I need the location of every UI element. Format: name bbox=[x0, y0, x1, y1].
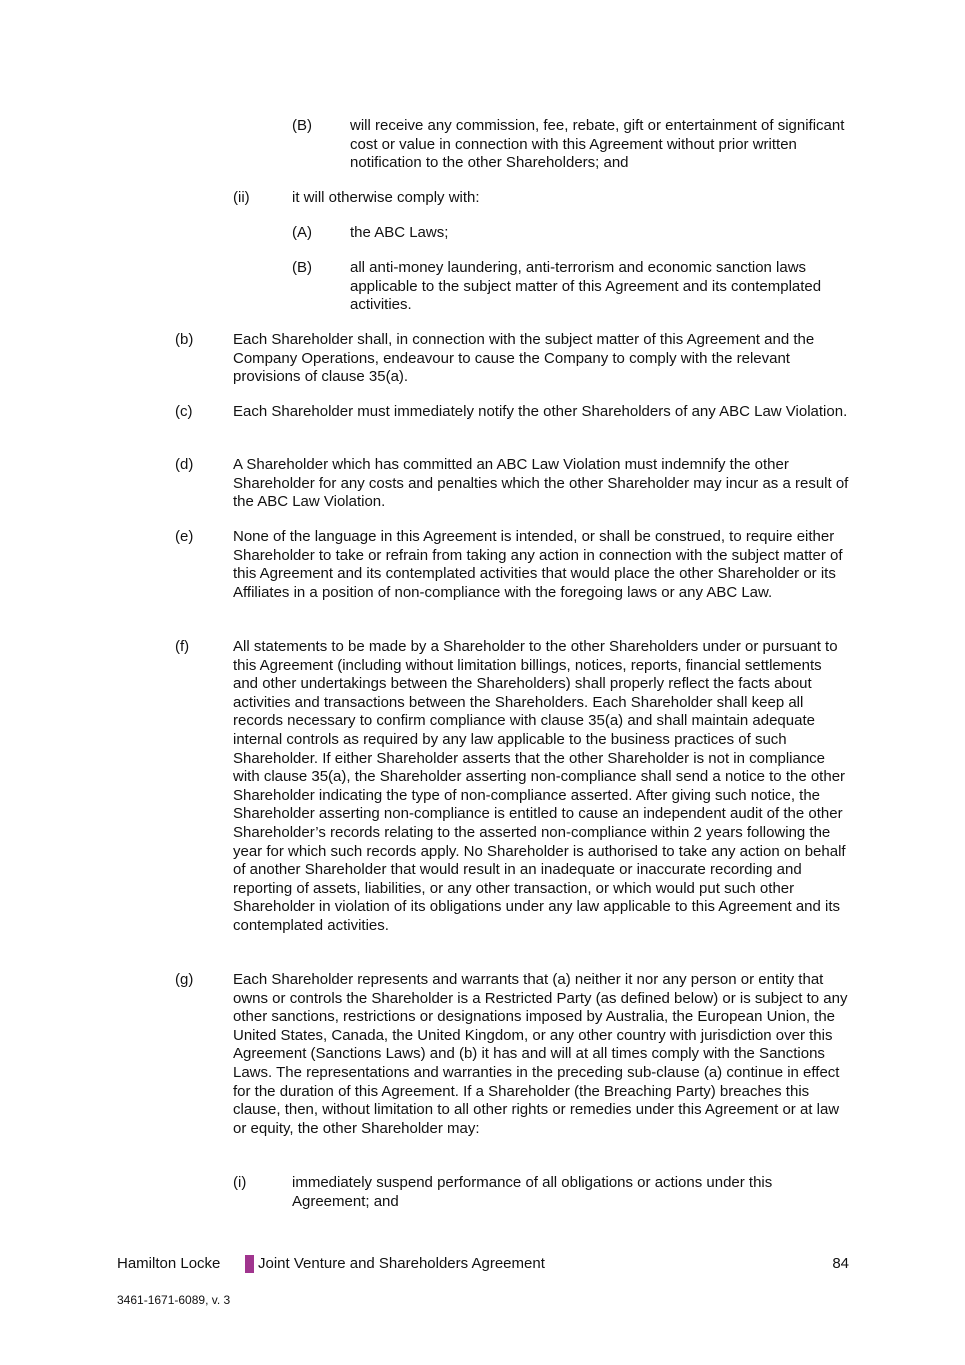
clause-label: (b) bbox=[175, 331, 194, 348]
clause-ii-B bbox=[292, 259, 850, 315]
clause-text: Each Shareholder shall, in connection with the subject matter of this Agreement and the Company Operations, endeavour to cause the Company to comply with the relevant provisions of clause 35(a). bbox=[233, 331, 815, 386]
clause-text: Each Shareholder must immediately notify the other Shareholders of any ABC Law Violation. bbox=[233, 403, 848, 420]
footer-firm: Hamilton Locke bbox=[117, 1255, 221, 1272]
footer-title: Joint Venture and Shareholders Agreement bbox=[258, 1255, 545, 1272]
clause-label: (A) bbox=[292, 224, 312, 241]
clause-c bbox=[175, 403, 850, 422]
clause-label: (g) bbox=[175, 971, 194, 988]
clause-b bbox=[175, 331, 850, 387]
clause-text: will receive any commission, fee, rebate, gift or entertainment of significant cost or value in connection with this Agreement without prior written notification to the other Shareholders; and bbox=[350, 117, 845, 172]
clause-text: All statements to be made by a Shareholder to the other Shareholders under or pursuant to this Agreement (including without limitation billings, notices, reports, financial settlements and other undertakings between the Shareholders) shall properly reflect the facts about activities and transactions between the Shareholders. Each Shareholder shall keep all records necessary to confirm compliance with clause 35(a) and shall maintain adequate internal controls as required by any law applicable to the business practices of such Shareholder. If either Shareholder asserts that the other Shareholder is not in compliance with clause 35(a), the Shareholder asserting non-compliance shall send a notice to the other Shareholder indicating the type of non-compliance asserted. After giving such notice, the Shareholder asserting non-compliance is entitled to cause an independent audit of the other Shareholder’s records relating to the asserted non-compliance within 2 years following the year for which such records apply. No Shareholder is authorised to take any action on behalf of another Shareholder that would result in an inadequate or inaccurate recording and reporting of assets, liabilities, or any other transaction, or which would put such other Shareholder in violation of its obligations under any law applicable to this Agreement and its contemplated activities. bbox=[233, 638, 846, 934]
clause-d bbox=[175, 456, 850, 512]
clause-text: Each Shareholder represents and warrants that (a) neither it nor any person or entity that owns or controls the Shareholder is a Restricted Party (as defined below) or is subject to any other sanctions, restrictions or designations imposed by Australia, the European Union, the United States, Canada, the United Kingdom, or any other country with jurisdiction over this Agreement (Sanctions Laws) and (b) it has and will at all times comply with the Sanctions Laws. The representations and warranties in the preceding sub-clause (a) continue in effect for the duration of this Agreement. If a Shareholder (the Breaching Party) breaches this clause, then, without limitation to all other rights or remedies under this Agreement or at law or equity, the other Shareholder may: bbox=[233, 971, 848, 1137]
clause-i-B bbox=[292, 117, 850, 173]
clause-ii-A bbox=[292, 224, 850, 243]
clause-g bbox=[175, 971, 850, 1138]
clause-text: A Shareholder which has committed an ABC Law Violation must indemnify the other Shareholder for any costs and penalties which the other Shareholder may incur as a result of the ABC Law Violation. bbox=[233, 456, 849, 511]
clause-ii bbox=[233, 189, 850, 208]
clause-label: (e) bbox=[175, 528, 194, 545]
clause-g-i bbox=[233, 1174, 850, 1211]
clause-label: (i) bbox=[233, 1174, 247, 1191]
clause-e bbox=[175, 528, 850, 602]
clause-label: (d) bbox=[175, 456, 194, 473]
clause-label: (B) bbox=[292, 117, 312, 134]
footer-accent-bar bbox=[245, 1255, 254, 1273]
clause-label: (B) bbox=[292, 259, 312, 276]
clause-text: all anti-money laundering, anti-terrorism and economic sanction laws applicable to the subject matter of this Agreement and its contemplated activities. bbox=[350, 259, 822, 314]
clause-label: (c) bbox=[175, 403, 193, 420]
clause-text: None of the language in this Agreement is intended, or shall be construed, to require either Shareholder to take or refrain from taking any action in connection with the subject matter of this Agreement and its contemplated activities that would place the other Shareholder or its Affiliates in a position of non-compliance with the foregoing laws or any ABC Law. bbox=[233, 528, 843, 601]
clause-text: the ABC Laws; bbox=[350, 224, 449, 241]
page-number: 84 bbox=[832, 1255, 849, 1272]
clause-label: (ii) bbox=[233, 189, 250, 206]
clause-text: it will otherwise comply with: bbox=[292, 189, 480, 206]
clause-text: immediately suspend performance of all obligations or actions under this Agreement; and bbox=[292, 1174, 773, 1210]
document-id: 3461-1671-6089, v. 3 bbox=[117, 1293, 231, 1307]
clause-f bbox=[175, 638, 850, 936]
clause-label: (f) bbox=[175, 638, 190, 655]
